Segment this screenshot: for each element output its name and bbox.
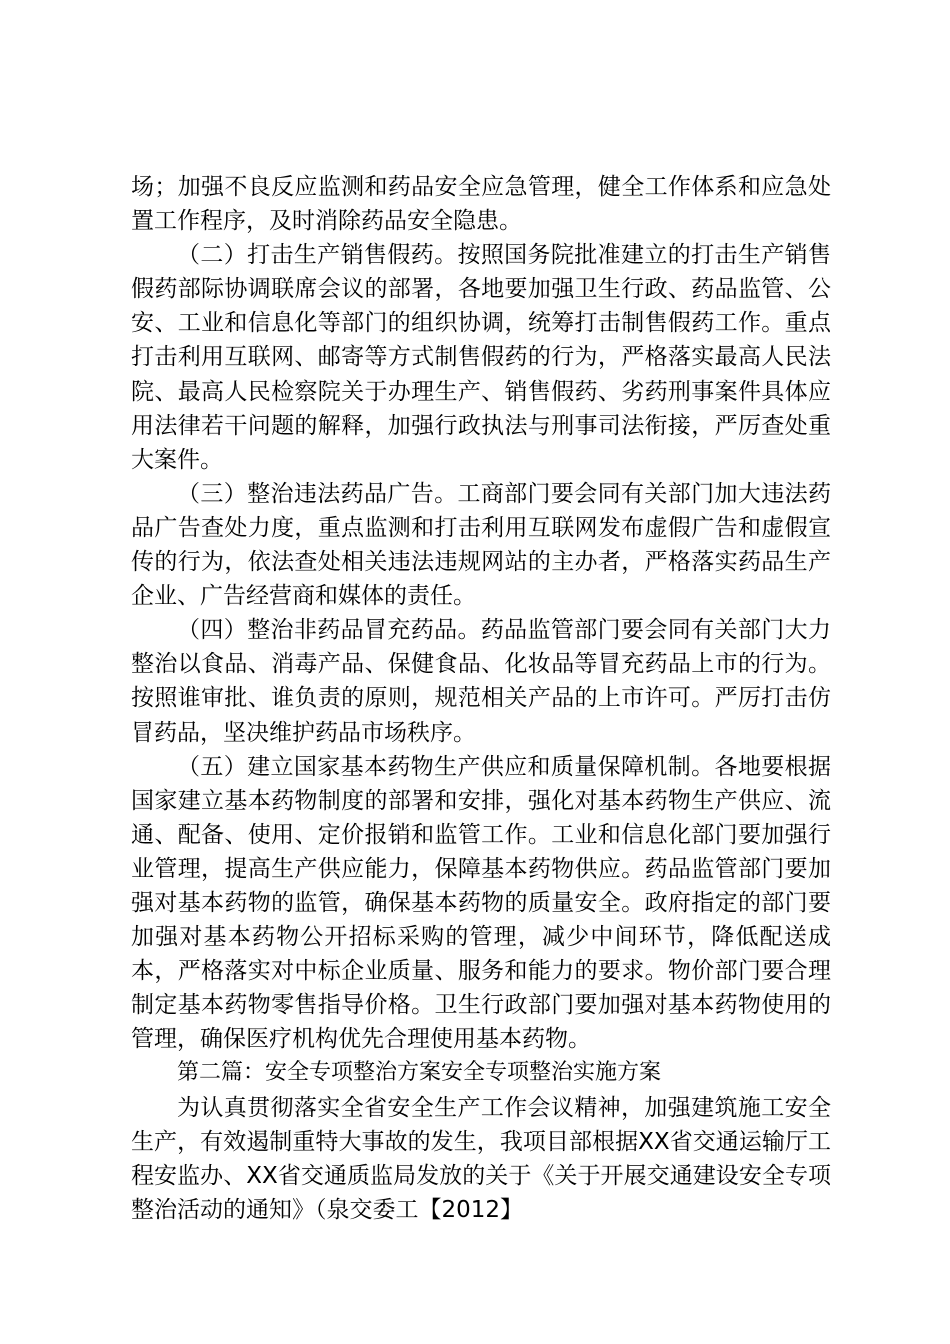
paragraph-4-non-drug-products: （四）整治非药品冒充药品。药品监管部门要会同有关部门大力整治以食品、消毒产品、保健食品、化妆品等冒充药品上市的行为。按照谁审批、谁负责的原则，规范相关产品的上市许可。严厉打击仿冒药品，坚决维护药品市场秩序。 (131, 617, 831, 746)
paragraph-5-essential-drugs: （五）建立国家基本药物生产供应和质量保障机制。各地要根据国家建立基本药物制度的部署和安排，强化对基本药物生产供应、流通、配备、使用、定价报销和监管工作。工业和信息化部门要加强行业管理，提高生产供应能力，保障基本药物供应。药品监管部门要加强对基本药物的监管，确保基本药物的质量安全。政府指定的部门要加强对基本药物公开招标采购的管理，减少中间环节，降低配送成本，严格落实对中标企业质量、服务和能力的要求。物价部门要合理制定基本药物零售指导价格。卫生行政部门要加强对基本药物使用的管理，确保医疗机构优先合理使用基本药物。 (131, 753, 831, 1053)
paragraph-3-illegal-ads: （三）整治违法药品广告。工商部门要会同有关部门加大违法药品广告查处力度，重点监测和打击利用互联网发布虚假广告和虚假宣传的行为，依法查处相关违法违规网站的主办者，严格落实药品生产企业、广告经营商和媒体的责任。 (131, 480, 831, 610)
section-heading-part-two: 第二篇：安全专项整治方案安全专项整治实施方案 (177, 1060, 662, 1086)
paragraph-1-continuation: 场；加强不良反应监测和药品安全应急管理，健全工作体系和应急处置工作程序，及时消除药品安全隐患。 (131, 174, 831, 235)
document-page (131, 170, 831, 1227)
paragraph-2-counterfeit-drugs: （二）打击生产销售假药。按照国务院批准建立的打击生产销售假药部际协调联席会议的部署，各地要加强卫生行政、药品监管、公安、工业和信息化等部门的组织协调，统筹打击制售假药工作。重点打击利用互联网、邮寄等方式制售假药的行为，严格落实最高人民法院、最高人民检察院关于办理生产、销售假药、劣药刑事案件具体应用法律若干问题的解释，加强行政执法与刑事司法衔接，严厉查处重大案件。 (131, 242, 831, 473)
paragraph-7-implementation: 为认真贯彻落实全省安全生产工作会议精神，加强建筑施工安全生产，有效遏制重特大事故的发生，我项目部根据XX省交通运输厅工程安监办、XX省交通质监局发放的关于《关于开展交通建设安全专项整治活动的通知》（泉交委工【2012】 (131, 1094, 831, 1223)
